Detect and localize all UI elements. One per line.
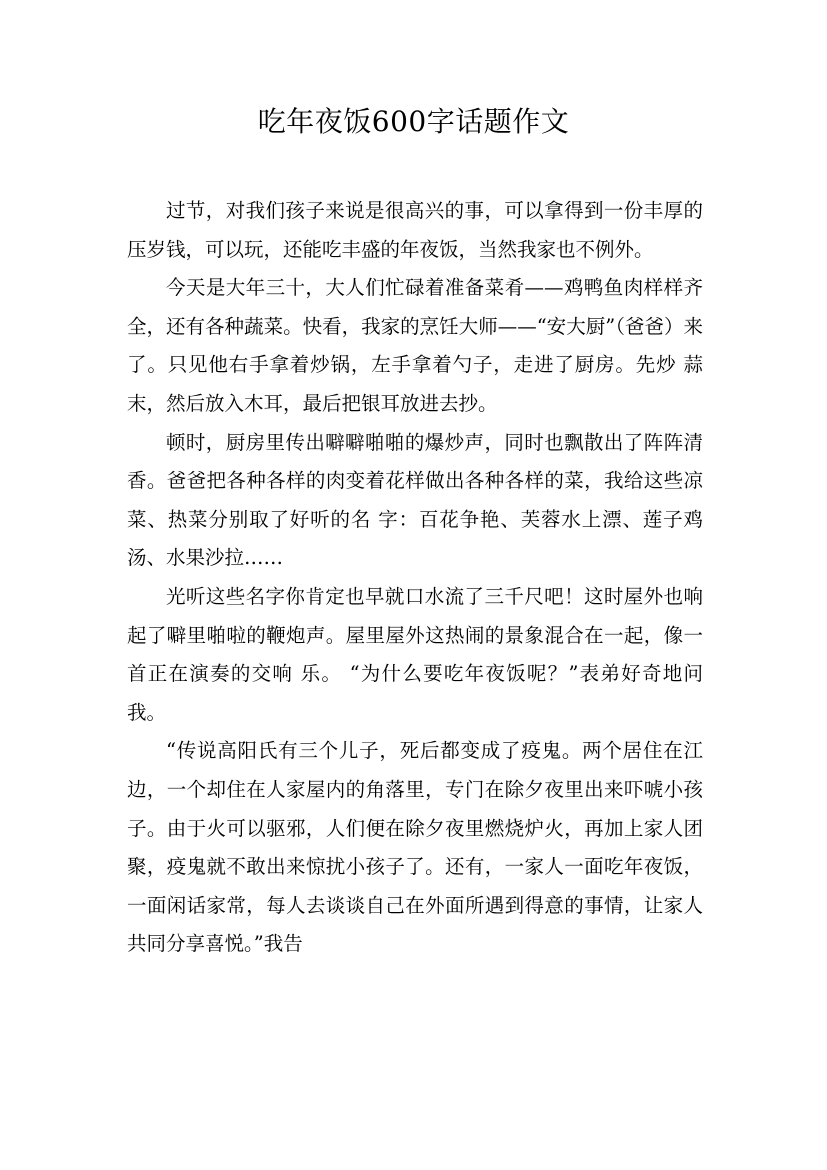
paragraph: 光听这些名字你肯定也早就口水流了三千尺吧！这时屋外也响起了噼里啪啦的鞭炮声。屋里屋外这热闹的景象混合在一起，像一首正在演奏的交响 乐。 “为什么要吃年夜饭呢？”表弟好奇地问我。 [127,584,703,724]
paragraph: 顿时，厨房里传出噼噼啪啪的爆炒声，同时也飘散出了阵阵清香。爸爸把各种各样的肉变着花样做出各种各样的菜，我给这些凉菜、热菜分别取了好听的名 字：百花争艳、芙蓉水上漂、莲子鸡汤、水果沙拉…… [127,430,703,570]
document-body [127,192,703,964]
document-title: 吃年夜饭600字话题作文 [257,105,570,138]
paragraph: 过节，对我们孩子来说是很高兴的事，可以拿得到一份丰厚的压岁钱，可以玩，还能吃丰盛的年夜饭，当然我家也不例外。 [127,199,703,261]
paragraph: 今天是大年三十，大人们忙碌着准备菜肴——鸡鸭鱼肉样样齐全，还有各种蔬菜。快看，我家的烹饪大师——“安大厨”（爸爸）来了。只见他右手拿着炒锅，左手拿着勺子，走进了厨房。先炒 蒜末，然后放入木耳，最后把银耳放进去抄。 [127,276,703,415]
paragraph: “传说高阳氏有三个儿子，死后都变成了疫鬼。两个居住在江边，一个却住在人家屋内的角落里，专门在除夕夜里出来吓唬小孩子。由于火可以驱邪，人们便在除夕夜里燃烧炉火，再加上家人团 聚，疫鬼就不敢出来惊扰小孩子了。还有，一家人一面吃年夜饭，一面闲话家常，每人去谈谈自己在外面所遇到得意的事情，让家人共同分享喜悦。”我告 [127,739,703,956]
